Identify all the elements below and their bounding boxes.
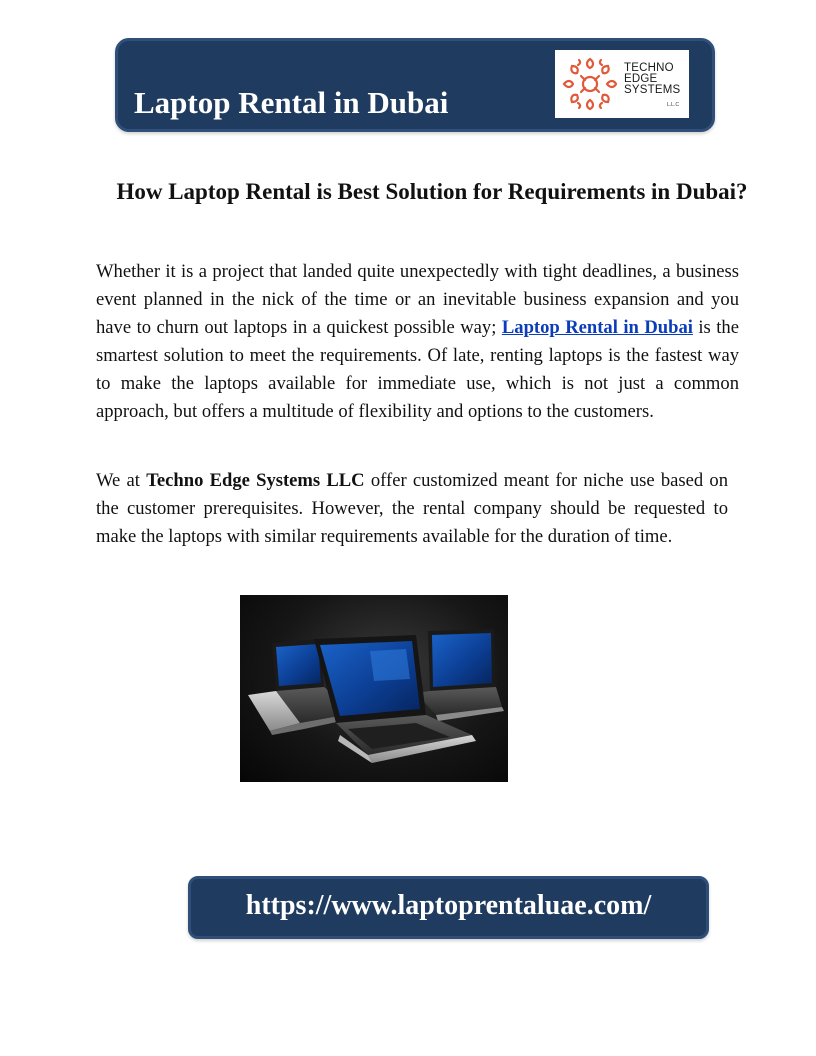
intro-text-before: Whether it is a project that landed quite unexpectedly with tight deadlines, a business event planned in the nick of the time or an inevitable business expansion and you have to churn out laptops in a quickest possible way; — [96, 261, 739, 338]
right-laptop — [416, 629, 504, 721]
footer-banner — [188, 876, 709, 939]
page-title: Laptop Rental in Dubai — [134, 85, 449, 120]
logo-line-1: TECHNO — [624, 62, 674, 74]
intro-paragraph — [96, 258, 739, 426]
company-paragraph — [96, 467, 728, 551]
header-banner — [115, 38, 715, 132]
company-text-after: offer customized meant for niche use based on the customer prerequisites. However, the rental company should be requested to make the laptops with similar requirements available for the duration of time. — [96, 470, 728, 547]
geometric-ring-logo-icon — [561, 56, 619, 112]
article-heading: How Laptop Rental is Best Solution for Requirements in Dubai? — [116, 179, 748, 204]
company-logo — [555, 50, 689, 118]
logo-suffix: L.L.C — [667, 102, 679, 108]
website-url-link[interactable]: https://www.laptoprentaluae.com/ — [245, 890, 652, 921]
logo-line-3: SYSTEMS — [624, 84, 681, 96]
intro-text-after: is the smartest solution to meet the requirements. Of late, renting laptops is the fastest way to make the laptops available for immediate use, which is not just a common approach, but offers a multitude of flexibility and options to the customers. — [96, 317, 739, 422]
laptops-illustration — [240, 595, 508, 782]
laptop-rental-link[interactable]: Laptop Rental in Dubai — [501, 317, 693, 338]
company-text-before: We at — [96, 470, 147, 491]
company-name: Techno Edge Systems LLC — [146, 470, 365, 491]
three-laptops-image — [240, 595, 508, 782]
logo-wordmark — [624, 63, 680, 96]
logo-line-2: EDGE — [624, 73, 658, 85]
